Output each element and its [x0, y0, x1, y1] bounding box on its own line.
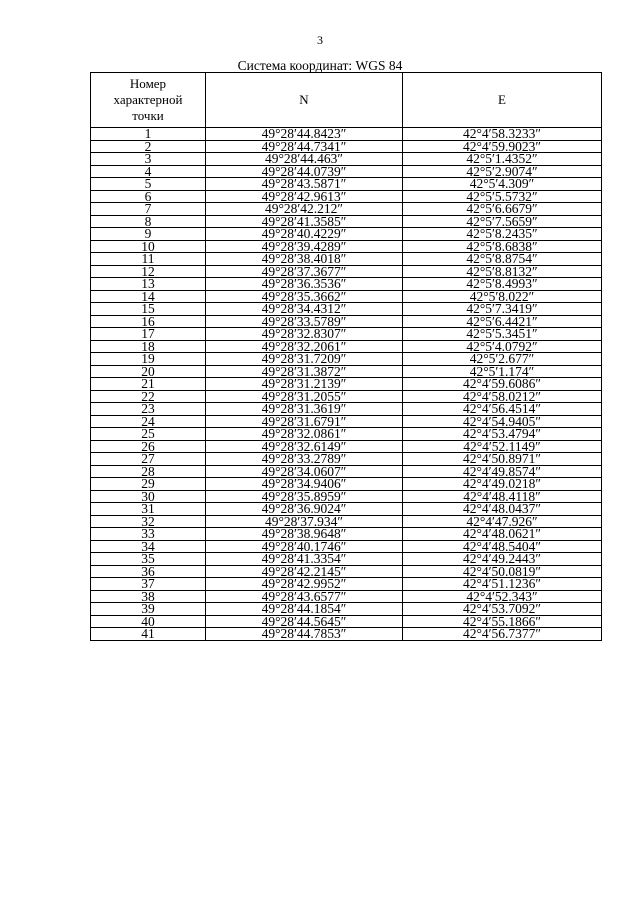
easting-cell: 42°4′52.343″ — [403, 590, 602, 603]
table-row — [91, 203, 602, 216]
northing-cell: 49°28′31.3619″ — [206, 403, 403, 416]
table-row — [91, 378, 602, 391]
table-row — [91, 290, 602, 303]
table-row — [91, 428, 602, 441]
table-row — [91, 590, 602, 603]
northing-cell: 49°28′40.4229″ — [206, 228, 403, 241]
point-number-cell: 32 — [91, 515, 206, 528]
header-northing: N — [206, 73, 403, 128]
northing-cell: 49°28′32.0861″ — [206, 428, 403, 441]
point-number-cell: 2 — [91, 140, 206, 153]
point-number-cell: 33 — [91, 528, 206, 541]
easting-cell: 42°5′2.677″ — [403, 353, 602, 366]
point-number-cell: 11 — [91, 253, 206, 266]
table-body — [91, 128, 602, 641]
table-row — [91, 190, 602, 203]
northing-cell: 49°28′34.0607″ — [206, 465, 403, 478]
northing-cell: 49°28′44.0739″ — [206, 165, 403, 178]
northing-cell: 49°28′31.2055″ — [206, 390, 403, 403]
northing-cell: 49°28′44.7853″ — [206, 628, 403, 641]
table-row — [91, 178, 602, 191]
table-row — [91, 340, 602, 353]
easting-cell: 42°4′53.7092″ — [403, 603, 602, 616]
table-row — [91, 503, 602, 516]
table-row — [91, 215, 602, 228]
easting-cell: 42°5′8.8132″ — [403, 265, 602, 278]
northing-cell: 49°28′41.3354″ — [206, 553, 403, 566]
table-row — [91, 578, 602, 591]
page-number: 3 — [317, 33, 323, 47]
northing-cell: 49°28′39.4289″ — [206, 240, 403, 253]
easting-cell: 42°4′56.7377″ — [403, 628, 602, 641]
northing-cell: 49°28′38.9648″ — [206, 528, 403, 541]
point-number-cell: 36 — [91, 565, 206, 578]
easting-cell: 42°4′54.9405″ — [403, 415, 602, 428]
easting-cell: 42°4′59.6086″ — [403, 378, 602, 391]
point-number-cell: 28 — [91, 465, 206, 478]
northing-cell: 49°28′36.3536″ — [206, 278, 403, 291]
table-row — [91, 453, 602, 466]
point-number-cell: 38 — [91, 590, 206, 603]
northing-cell: 49°28′34.4312″ — [206, 303, 403, 316]
easting-cell: 42°4′47.926″ — [403, 515, 602, 528]
easting-cell: 42°4′49.8574″ — [403, 465, 602, 478]
header-row — [91, 73, 602, 128]
northing-cell: 49°28′44.1854″ — [206, 603, 403, 616]
easting-cell: 42°5′8.4993″ — [403, 278, 602, 291]
northing-cell: 49°28′35.3662″ — [206, 290, 403, 303]
table-row — [91, 315, 602, 328]
coordinates-table — [90, 72, 602, 641]
point-number-cell: 17 — [91, 328, 206, 341]
table-row — [91, 515, 602, 528]
northing-cell: 49°28′32.6149″ — [206, 440, 403, 453]
easting-cell: 42°4′58.0212″ — [403, 390, 602, 403]
northing-cell: 49°28′43.6577″ — [206, 590, 403, 603]
table-row — [91, 365, 602, 378]
point-number-cell: 26 — [91, 440, 206, 453]
point-number-cell: 23 — [91, 403, 206, 416]
easting-cell: 42°5′7.5659″ — [403, 215, 602, 228]
northing-cell: 49°28′33.2789″ — [206, 453, 403, 466]
easting-cell: 42°4′50.8971″ — [403, 453, 602, 466]
northing-cell: 49°28′38.4018″ — [206, 253, 403, 266]
table-row — [91, 228, 602, 241]
table-row — [91, 303, 602, 316]
point-number-cell: 40 — [91, 615, 206, 628]
point-number-cell: 21 — [91, 378, 206, 391]
northing-cell: 49°28′44.7341″ — [206, 140, 403, 153]
northing-cell: 49°28′37.934″ — [206, 515, 403, 528]
northing-cell: 49°28′31.2139″ — [206, 378, 403, 391]
table-row — [91, 403, 602, 416]
northing-cell: 49°28′36.9024″ — [206, 503, 403, 516]
point-number-cell: 7 — [91, 203, 206, 216]
table-row — [91, 540, 602, 553]
table-row — [91, 628, 602, 641]
northing-cell: 49°28′43.5871″ — [206, 178, 403, 191]
northing-cell: 49°28′44.8423″ — [206, 128, 403, 141]
easting-cell: 42°4′48.5404″ — [403, 540, 602, 553]
coordinate-system-title: Система координат: WGS 84 — [237, 58, 403, 73]
table-row — [91, 353, 602, 366]
northing-cell: 49°28′34.9406″ — [206, 478, 403, 491]
easting-cell: 42°4′53.4794″ — [403, 428, 602, 441]
northing-cell: 49°28′31.7209″ — [206, 353, 403, 366]
table-row — [91, 465, 602, 478]
easting-cell: 42°4′48.0437″ — [403, 503, 602, 516]
easting-cell: 42°5′7.3419″ — [403, 303, 602, 316]
point-number-cell: 30 — [91, 490, 206, 503]
point-number-cell: 3 — [91, 153, 206, 166]
easting-cell: 42°5′1.4352″ — [403, 153, 602, 166]
point-number-cell: 13 — [91, 278, 206, 291]
northing-cell: 49°28′42.212″ — [206, 203, 403, 216]
table-row — [91, 390, 602, 403]
easting-cell: 42°4′50.0819″ — [403, 565, 602, 578]
point-number-cell: 4 — [91, 165, 206, 178]
northing-cell: 49°28′32.2061″ — [206, 340, 403, 353]
easting-cell: 42°5′8.8754″ — [403, 253, 602, 266]
table-row — [91, 478, 602, 491]
northing-cell: 49°28′31.6791″ — [206, 415, 403, 428]
table-row — [91, 553, 602, 566]
easting-cell: 42°4′48.4118″ — [403, 490, 602, 503]
point-number-cell: 19 — [91, 353, 206, 366]
point-number-cell: 35 — [91, 553, 206, 566]
table-row — [91, 615, 602, 628]
easting-cell: 42°5′2.9074″ — [403, 165, 602, 178]
easting-cell: 42°4′51.1236″ — [403, 578, 602, 591]
point-number-cell: 1 — [91, 128, 206, 141]
point-number-cell: 6 — [91, 190, 206, 203]
easting-cell: 42°4′56.4514″ — [403, 403, 602, 416]
point-number-cell: 14 — [91, 290, 206, 303]
table-row — [91, 128, 602, 141]
table-row — [91, 415, 602, 428]
northing-cell: 49°28′33.5789″ — [206, 315, 403, 328]
table-row — [91, 490, 602, 503]
easting-cell: 42°5′1.174″ — [403, 365, 602, 378]
easting-cell: 42°5′5.3451″ — [403, 328, 602, 341]
table-header — [91, 73, 602, 128]
easting-cell: 42°4′49.0218″ — [403, 478, 602, 491]
point-number-cell: 20 — [91, 365, 206, 378]
northing-cell: 49°28′44.463″ — [206, 153, 403, 166]
northing-cell: 49°28′42.2145″ — [206, 565, 403, 578]
northing-cell: 49°28′35.8959″ — [206, 490, 403, 503]
table-row — [91, 253, 602, 266]
point-number-cell: 34 — [91, 540, 206, 553]
table-row — [91, 265, 602, 278]
point-number-cell: 16 — [91, 315, 206, 328]
northing-cell: 49°28′31.3872″ — [206, 365, 403, 378]
point-number-cell: 9 — [91, 228, 206, 241]
easting-cell: 42°5′8.022″ — [403, 290, 602, 303]
point-number-cell: 24 — [91, 415, 206, 428]
point-number-cell: 5 — [91, 178, 206, 191]
easting-cell: 42°4′48.0621″ — [403, 528, 602, 541]
point-number-cell: 22 — [91, 390, 206, 403]
easting-cell: 42°5′4.309″ — [403, 178, 602, 191]
easting-cell: 42°5′5.5732″ — [403, 190, 602, 203]
northing-cell: 49°28′40.1746″ — [206, 540, 403, 553]
table-row — [91, 278, 602, 291]
table-row — [91, 528, 602, 541]
northing-cell: 49°28′32.8307″ — [206, 328, 403, 341]
easting-cell: 42°5′4.0792″ — [403, 340, 602, 353]
point-number-cell: 10 — [91, 240, 206, 253]
table-row — [91, 440, 602, 453]
easting-cell: 42°4′59.9023″ — [403, 140, 602, 153]
northing-cell: 49°28′42.9952″ — [206, 578, 403, 591]
easting-cell: 42°4′55.1866″ — [403, 615, 602, 628]
easting-cell: 42°5′8.6838″ — [403, 240, 602, 253]
point-number-cell: 12 — [91, 265, 206, 278]
point-number-cell: 41 — [91, 628, 206, 641]
point-number-cell: 8 — [91, 215, 206, 228]
point-number-cell: 39 — [91, 603, 206, 616]
point-number-cell: 31 — [91, 503, 206, 516]
header-point-number: Номер характерной точки — [91, 73, 206, 128]
easting-cell: 42°4′52.1149″ — [403, 440, 602, 453]
northing-cell: 49°28′41.3585″ — [206, 215, 403, 228]
table-row — [91, 328, 602, 341]
table-row — [91, 165, 602, 178]
northing-cell: 49°28′42.9613″ — [206, 190, 403, 203]
easting-cell: 42°5′8.2435″ — [403, 228, 602, 241]
point-number-cell: 27 — [91, 453, 206, 466]
point-number-cell: 25 — [91, 428, 206, 441]
northing-cell: 49°28′44.5645″ — [206, 615, 403, 628]
point-number-cell: 15 — [91, 303, 206, 316]
northing-cell: 49°28′37.3677″ — [206, 265, 403, 278]
table-row — [91, 240, 602, 253]
table-row — [91, 140, 602, 153]
easting-cell: 42°4′58.3233″ — [403, 128, 602, 141]
easting-cell: 42°5′6.4421″ — [403, 315, 602, 328]
point-number-cell: 37 — [91, 578, 206, 591]
point-number-cell: 18 — [91, 340, 206, 353]
easting-cell: 42°5′6.6679″ — [403, 203, 602, 216]
easting-cell: 42°4′49.2443″ — [403, 553, 602, 566]
table-row — [91, 153, 602, 166]
header-easting: E — [403, 73, 602, 128]
table-row — [91, 565, 602, 578]
point-number-cell: 29 — [91, 478, 206, 491]
table-row — [91, 603, 602, 616]
